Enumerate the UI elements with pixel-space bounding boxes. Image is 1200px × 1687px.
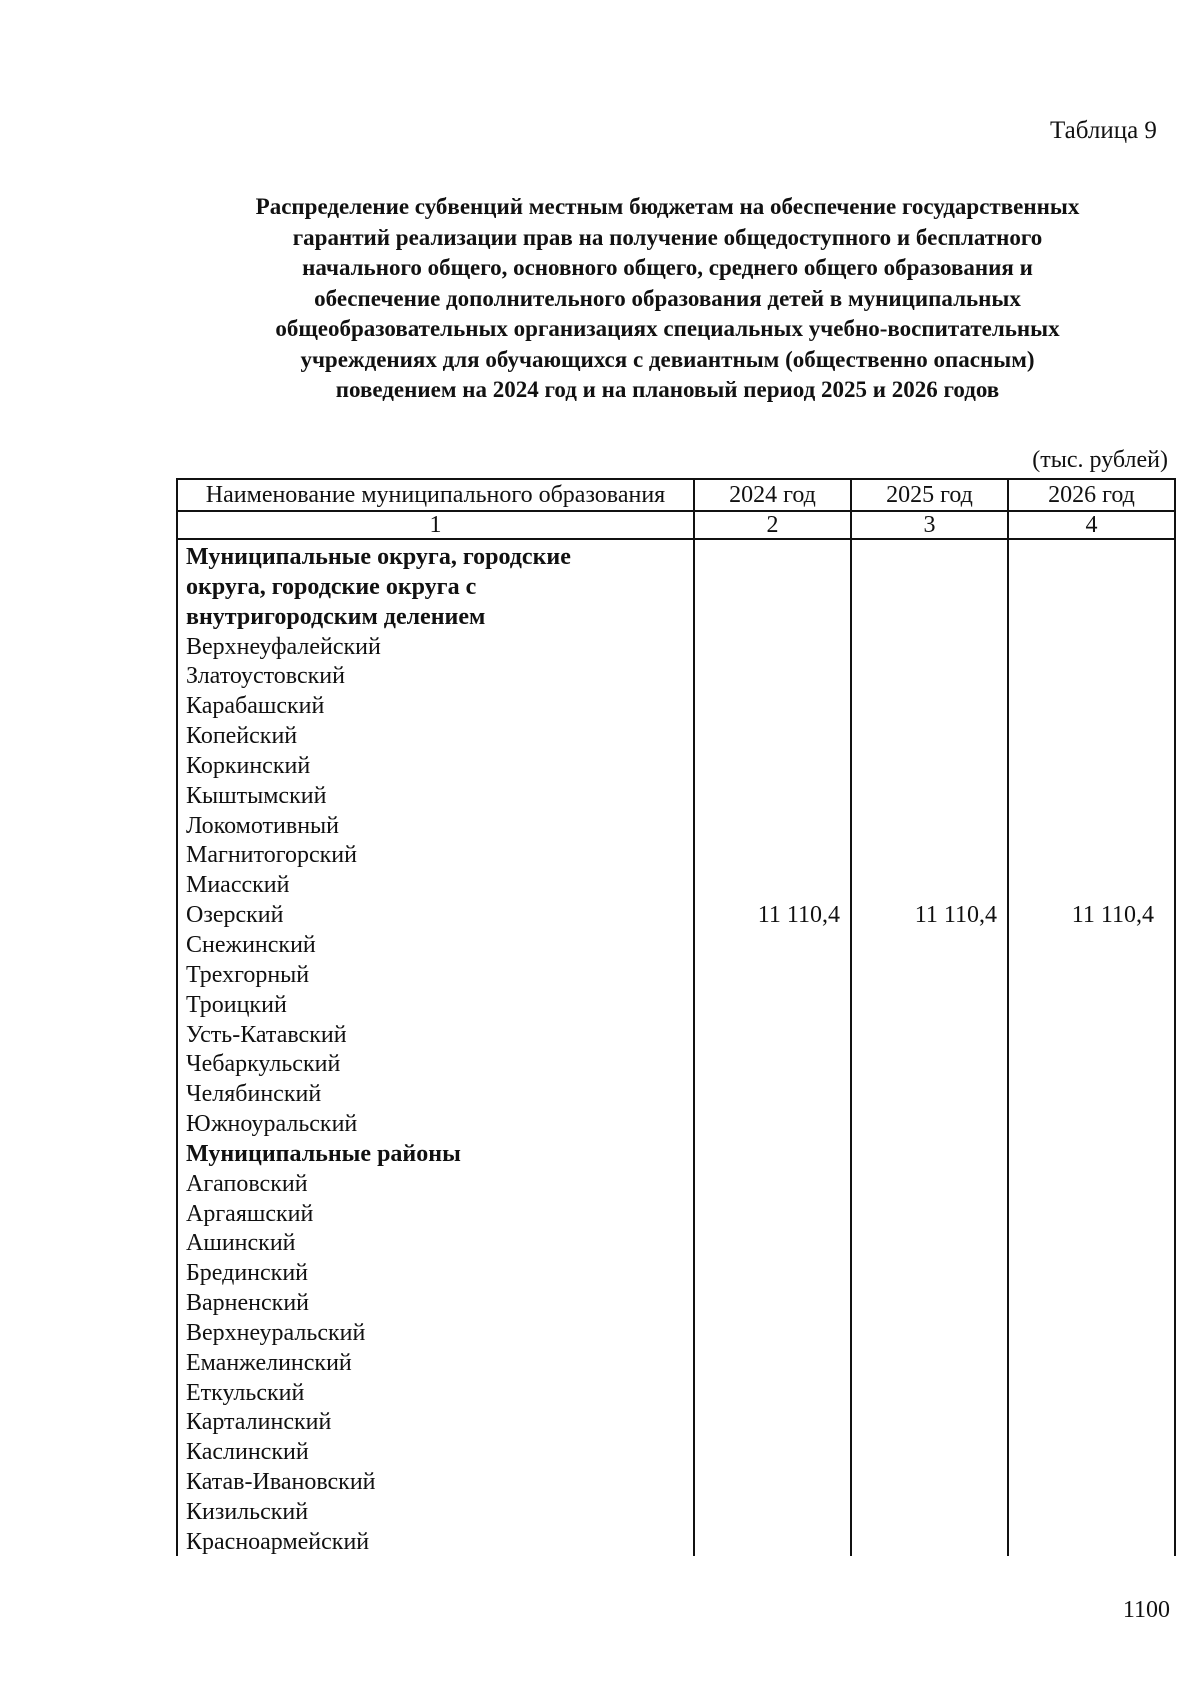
municipality-name: Локомотивный [186,812,340,839]
municipality-name: Карабашский [186,693,325,720]
municipality-name: Варненский [186,1290,309,1317]
municipality-name: Красноармейский [186,1528,370,1555]
municipality-name: Каслинский [186,1439,309,1466]
column-divider [850,478,852,1556]
title-line: Распределение субвенций местным бюджетам на обеспечение государственных [255,194,1080,219]
title-line: обеспечение дополнительного образования детей в муниципальных [314,285,1021,311]
column-divider [1007,478,1009,1556]
municipality-name: Озерский [186,902,284,929]
group-heading: внутригородским делением [186,603,486,630]
municipality-name: Еткульский [186,1379,305,1406]
municipality-name: Трехгорный [186,961,310,988]
table-right-border [1174,478,1176,1556]
group-heading: Муниципальные округа, городские [186,544,571,570]
column-number: 2 [766,512,779,538]
municipality-name: Снежинский [186,931,316,958]
group-heading: Муниципальные районы [186,1140,461,1167]
municipality-name: Катав-Ивановский [186,1469,376,1496]
title-line: поведением на 2024 год и на плановый период 2025 и 2026 годов [335,377,1000,402]
title-line: общеобразовательных организациях специальных учебно-воспитательных [275,316,1060,341]
municipality-name: Ашинский [186,1230,296,1257]
header-2024: 2024 год [729,482,816,508]
unit-label: (тыс. рублей) [1032,447,1168,473]
municipality-list [186,543,686,1558]
municipality-name: Верхнеуфалейский [186,633,381,660]
municipality-name: Троицкий [186,991,287,1018]
municipality-name: Еманжелинский [186,1349,352,1376]
column-number: 1 [429,512,442,538]
municipality-name: Кизильский [186,1499,309,1525]
municipality-name: Южноуральский [186,1111,358,1138]
table-left-border [176,478,178,1556]
group-heading: округа, городские округа с [186,573,477,600]
value-2024: 11 110,4 [757,902,840,928]
column-divider [693,478,695,1556]
municipality-name: Миасский [186,872,290,899]
municipality-name: Кыштымский [186,782,327,809]
municipality-name: Магнитогорский [186,842,357,869]
municipality-name: Агаповский [186,1170,308,1197]
header-municipality: Наименование муниципального образования [205,482,666,508]
value-2026: 11 110,4 [1071,902,1154,928]
municipality-name: Верхнеуральский [186,1319,366,1346]
municipality-name: Коркинский [186,752,311,779]
column-number: 4 [1085,512,1098,538]
value-2025: 11 110,4 [914,902,997,928]
title-line: начального общего, основного общего, среднего общего образования и [302,255,1033,280]
title-line: гарантий реализации прав на получение общедоступного и бесплатного [292,224,1043,250]
column-number: 3 [923,512,936,538]
page-number: 1100 [1122,1597,1170,1623]
document-title [150,192,1185,406]
municipality-name: Чебаркульский [186,1051,341,1078]
municipality-name: Челябинский [186,1081,322,1108]
municipality-name: Усть-Катавский [186,1021,347,1048]
title-line: учреждениях для обучающихся с девиантным (общественно опасным) [300,346,1035,372]
municipality-name: Златоустовский [186,663,345,690]
municipality-name: Брединский [186,1260,309,1287]
header-2025: 2025 год [886,482,973,508]
header-2026: 2026 год [1048,482,1135,508]
municipality-name: Копейский [186,723,298,750]
table-top-border [176,478,1176,480]
municipality-name: Карталинский [186,1409,332,1436]
municipality-name: Аргаяшский [186,1200,314,1227]
table-label: Таблица 9 [1050,117,1157,144]
